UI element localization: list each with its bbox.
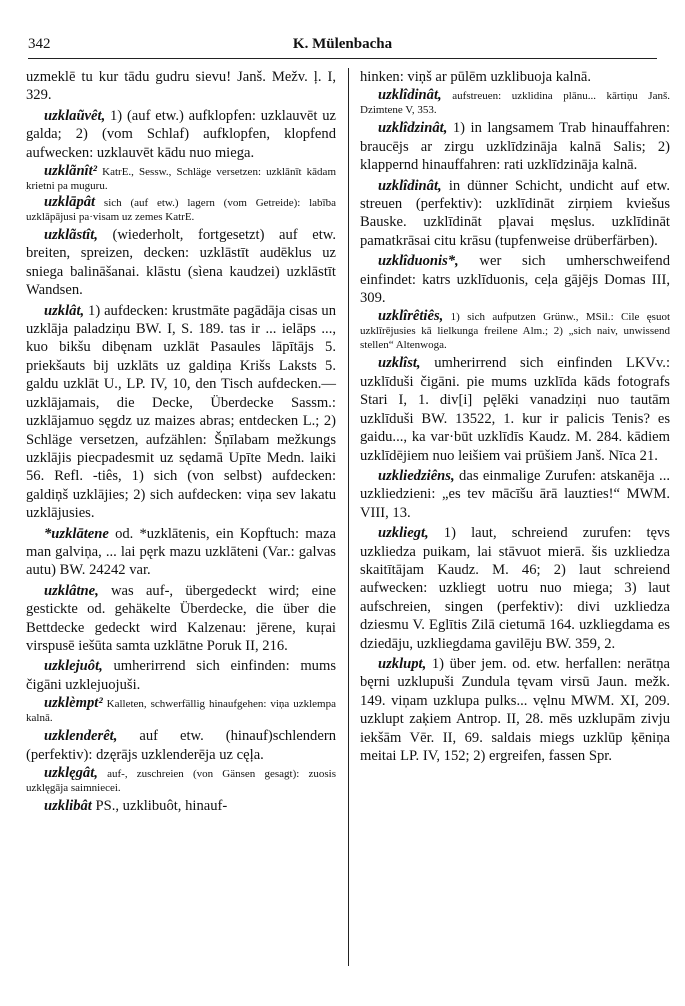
entry-text: was auf-, übergedeckt wird; eine gestickte od. gehäkelte Überdecke, die über die Bettdecke gedeckt wird Kalzenau: jērene, kuŗai virspusē iešūta samta uzklātne Poruk II, 216. (26, 582, 336, 654)
entry-headword: *uzklātene (44, 525, 109, 542)
entry-text: PS., uzklibuôt, hinauf- (91, 798, 228, 814)
dictionary-entry (26, 525, 336, 580)
entry-text: auf etw. (hinauf)schlendern (perfektiv): dzęrājs uzklenderēja uz cęļa. (26, 728, 336, 763)
dictionary-entry (26, 164, 336, 193)
dictionary-entry (26, 195, 336, 224)
entry-text: uzmeklē tu kur tādu gudru sievu! Janš. Mežv. ļ. I, 329. (26, 69, 336, 104)
dictionary-entry (26, 696, 336, 725)
dictionary-entry (360, 119, 670, 174)
dictionary-entry (26, 766, 336, 795)
entry-text: das einmalige Zurufen: atskanēja ... uzkliedzieni: „es tev mācīšu ārā lauzties!“ MWM. VIII, 13. (360, 467, 670, 521)
entry-text: 1) (auf etw.) aufklopfen: uzklauvēt uz galda; 2) (vom Schlaf) aufklopfen, klopfend aufwecken: uzklauvēt kādu nuo miega. (26, 107, 336, 161)
dictionary-entry (360, 655, 670, 765)
dictionary-entry (360, 252, 670, 307)
dictionary-entry (360, 467, 670, 522)
entry-text: hinken: viņš ar pūlēm uzklibuoja kalnā. (360, 69, 592, 85)
entry-headword: uzklâtne, (44, 582, 99, 599)
entry-text: od. *uzklātenis, ein Kopftuch: maza man galviņa, ... lai pęrk mazu uzklāteni (Var.: galvas autu) BW. 24242 var. (26, 525, 336, 579)
entry-text: umherirrend sich einfinden LKVv.: uzklīduši čigāni. pie mums uzklīda kāds fotografs Stari I, 1. div[i] pęlēki vanadziņi nuo tautām uzklīduši BW. 13522, 1. kur ir palicis Tenis? es gaidu..., ka var·būt uzklīdīs Kaudz. M. 284. kādiem uzklīdējiem nuo leišiem vai prūšiem Janš. Nīca 21. (360, 355, 670, 464)
dictionary-entry (26, 68, 336, 105)
dictionary-entry (360, 354, 670, 464)
entry-text: in dünner Schicht, undicht auf etw. streuen (perfektiv): uzklīdināt zirņiem kviešus Bauske. uzklīdināt pļavai męslus. uzklīdināt pamatkrāsai citu krāsu (tupfenweise drüberfärben). (360, 177, 670, 249)
entry-text: sich (auf etw.) lagern (vom Getreide): labība uzklāpājusi pa·visam uz zemes KatrE. (26, 197, 336, 224)
entry-headword: uzklejuôt, (44, 658, 103, 675)
entry-headword: uzklāpât (44, 194, 96, 211)
entry-text: Kalleten, schwerfällig hinaufgehen: viņa uzklempa kalnā. (26, 698, 336, 725)
dictionary-entry (26, 226, 336, 300)
column-divider (348, 68, 349, 966)
entry-headword: uzklibât (44, 798, 92, 814)
entry-headword: uzklupt, (378, 655, 427, 672)
entry-text: 1) über jem. od. etw. herfallen: nerātņa bęrni uzklupuši Zundula tęvam virsū Jaun. mežk. 149. viņam uzklupa pulks... vęlnu MWM. XI, 209. uzklupt zaķiem Antrop. II, 28. mēs uzklupām zivju iekšām Vēr. II, 69. saldais miegs uzklūp ķēniņa meitai LP. IV, 152; 2) ergreifen, fassen Spr. (360, 655, 670, 764)
page-header (28, 34, 657, 59)
dictionary-entry (26, 657, 336, 694)
entry-headword: uzklât, (44, 302, 85, 319)
entry-headword: uzklîdinât, (378, 87, 442, 104)
entry-headword: uzklîrêtiês, (378, 308, 444, 325)
dictionary-entry (360, 88, 670, 117)
entry-text: umherirrend sich einfinden: mums čigāni uzklejuojuši. (26, 658, 336, 693)
entry-headword: uzklenderêt, (44, 728, 118, 745)
entry-headword: uzklîdzinât, (378, 120, 448, 137)
entry-text: 1) aufdecken: krustmāte pagādāja cisas un uzklāja paladziņu BW. I, S. 189. tas ir ... ielāps ..., kuo bikšu dibęnam uzklāt Pasaules lāpītājs 5. priekšauts bij uzklāts uz galdiņa Krišs Laksts 5. galdu uzklāt U., LP. IV, 10, den Tisch aufdecken.— uzklājamais, die Decke, Überdecke Sassm.: uzklājamuo sęgdz uz maizes abras; entdecken L.; 2) Schläge versetzen, aufzählen: Šņīlabam mežkungs uzklājis piecpadesmit uz sędamā Upīte Medn. laiki 56. Refl. -tiês, 1) sich (von selbst) aufdecken: galdiņš uzklājies; 2) sich aufdecken: viņa sev lakatu uzklājusies. (26, 302, 336, 522)
dictionary-entry (26, 797, 336, 815)
entry-headword: uzkliedziêns, (378, 467, 455, 484)
dictionary-entry (360, 177, 670, 251)
entry-headword: uzkliegt, (378, 525, 429, 542)
entry-text: 1) laut, schreiend zurufen: tęvs uzkliedza puikam, lai stāvuot mierā. šis uzkliedza skaitītājam Kaudz. M. 46; 2) laut schreiend aufwecken: uzkliegt uotru nuo miega; 3) laut aufschreien, singen (perfektiv): divi uzkliedza dziesmu V. Eglītis Zilā cietumā 164. uzkliegdama es dziedāju, uzkliegdama gavilēju BW. 359, 2. (360, 525, 670, 652)
entry-text: 1) sich aufputzen Grünw., MSil.: Cile ęsuot uzklīrējusies kā lielkunga freilene Alm.; 2) „sich naiv, unwissend stellen“ Altenwoga. (360, 311, 670, 352)
entry-headword: uzklîst, (378, 355, 421, 372)
entry-headword: uzklîduonis*, (378, 253, 459, 270)
page-number: 342 (28, 36, 51, 52)
left-column (26, 68, 336, 817)
entry-headword: uzklèmpt² (44, 695, 103, 712)
dictionary-entry (26, 727, 336, 764)
dictionary-entry (26, 302, 336, 523)
entry-headword: uzklãstît, (44, 227, 98, 244)
entry-headword: uzklãnît² (44, 163, 98, 180)
entry-text: (wiederholt, fortgesetzt) auf etw. breiten, spreizen, decken: uzklāstīt audēklus uz sniega balināšanai. klāstu (sìena kaudzei) uzklāstīt Wandsen. (26, 227, 336, 299)
entry-headword: uzklęgât, (44, 765, 98, 781)
entry-text: 1) in langsamem Trab hinauffahren: braucējs ar zirgu uzklīdzināja kalnā Salis; 2) klappernd hinauffahren: rati uzklīdzināja kalnā. (360, 120, 670, 174)
dictionary-entry (26, 107, 336, 162)
dictionary-entry (360, 309, 670, 352)
entry-text: KatrE., Sessw., Schläge versetzen: uzklānīt kādam krietni pa muguru. (26, 166, 336, 193)
dictionary-entry (360, 68, 670, 86)
dictionary-entry (26, 582, 336, 656)
entry-text: wer sich umherschweifend einfindet: katrs uzklīduonis, ceļa gājējs Domas III, 309. (360, 253, 670, 307)
entry-text: aufstreuen: uzklidina plānu... kārtiņu Janš. Dzimtene V, 353. (360, 90, 670, 117)
running-title: K. Mülenbacha (292, 36, 393, 52)
entry-headword: uzklaũvêt, (44, 107, 106, 124)
right-column (360, 68, 670, 767)
entry-headword: uzklîdinât, (378, 177, 442, 194)
entry-text: auf-, zuschreien (von Gänsen gesagt): zuosis uzklęgāja saimniecei. (26, 768, 336, 794)
text-columns (26, 68, 670, 996)
dictionary-entry (360, 524, 670, 653)
